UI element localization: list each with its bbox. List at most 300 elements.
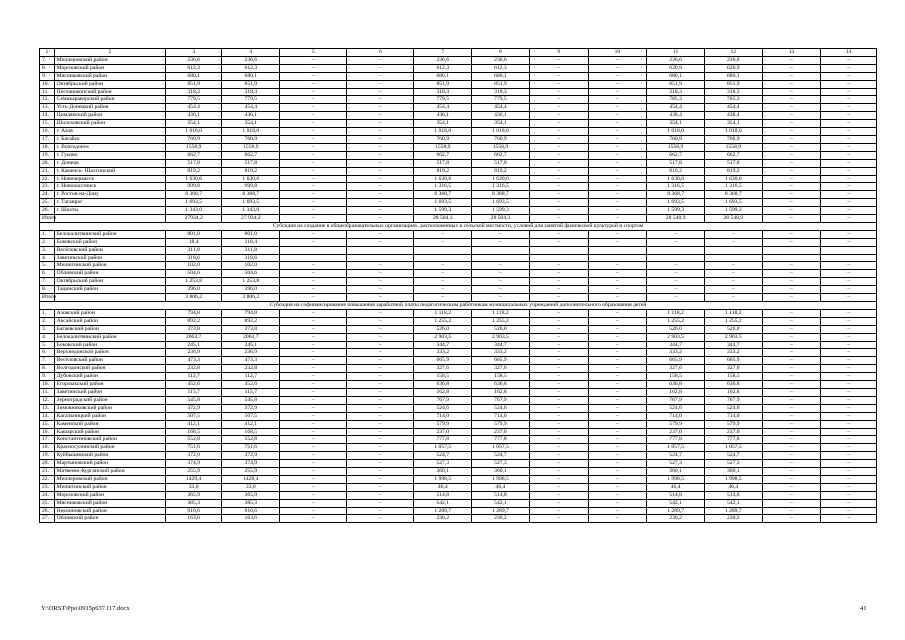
cell-col-10: – — [588, 507, 647, 515]
cell-col-6: – — [347, 475, 414, 483]
cell-col-1: 16. — [40, 128, 55, 136]
cell-col-7: 162,8 — [414, 388, 472, 396]
cell-col-9: – — [529, 104, 588, 112]
cell-col-2: г. Батайск — [54, 135, 165, 143]
cell-col-5: – — [280, 325, 347, 333]
cell-col-13: – — [762, 215, 821, 223]
cell-col-2: Миллеровский район — [54, 56, 165, 64]
cell-col-14: – — [821, 365, 877, 373]
cell-col-14: – — [821, 460, 877, 468]
cell-col-3: 545,8 — [165, 396, 222, 404]
cell-col-3: 612,3 — [165, 64, 222, 72]
cell-col-12: 514,8 — [704, 491, 762, 499]
cell-col-13: – — [762, 341, 821, 349]
cell-col-1: 16. — [40, 428, 55, 436]
cell-col-12: 760,9 — [704, 135, 762, 143]
cell-col-4: 354,1 — [222, 120, 280, 128]
cell-col-7: 46,4 — [414, 483, 472, 491]
cell-col-2: Обливский район — [54, 515, 165, 523]
cell-col-8: 344,7 — [472, 341, 530, 349]
cell-col-11: 680,1 — [647, 72, 705, 80]
cell-col-7: 158,5 — [414, 373, 472, 381]
table-row — [40, 80, 877, 88]
cell-col-7: – — [414, 262, 472, 270]
cell-col-11: 542,1 — [647, 499, 705, 507]
cell-col-1: 13. — [40, 104, 55, 112]
cell-col-14: – — [821, 325, 877, 333]
cell-col-1: 11. — [40, 88, 55, 96]
cell-col-10: – — [588, 286, 647, 294]
table-row — [40, 278, 877, 286]
cell-col-13: – — [762, 278, 821, 286]
cell-col-3: 916,6 — [165, 507, 222, 515]
cell-col-2 — [54, 215, 165, 223]
cell-col-1: 19. — [40, 151, 55, 159]
cell-col-13: – — [762, 143, 821, 151]
cell-col-6: – — [347, 80, 414, 88]
cell-col-9: – — [529, 357, 588, 365]
cell-col-4: 517,8 — [222, 159, 280, 167]
cell-col-3: 3 — [165, 49, 222, 57]
cell-col-3: 662,7 — [165, 151, 222, 159]
cell-col-13: – — [762, 349, 821, 357]
cell-col-4: 794,8 — [222, 309, 280, 317]
cell-col-12: 851,9 — [704, 80, 762, 88]
cell-col-7: 1558,9 — [414, 143, 472, 151]
cell-col-11: 851,9 — [647, 80, 705, 88]
table-row — [40, 151, 877, 159]
cell-col-14: – — [821, 468, 877, 476]
table-row — [40, 475, 877, 483]
cell-col-6: – — [347, 191, 414, 199]
table-row — [40, 412, 877, 420]
cell-col-6: – — [347, 483, 414, 491]
cell-col-11: 819,2 — [647, 167, 705, 175]
cell-col-3: 236,9 — [165, 349, 222, 357]
cell-col-14: – — [821, 199, 877, 207]
cell-col-7: – — [414, 278, 472, 286]
cell-col-5: – — [280, 230, 347, 238]
cell-col-10: – — [588, 175, 647, 183]
cell-col-7: 680,1 — [414, 72, 472, 80]
cell-col-4: 3 806,2 — [222, 294, 280, 302]
cell-col-9: – — [529, 507, 588, 515]
cell-col-3: 372,9 — [165, 404, 222, 412]
cell-col-5: – — [280, 199, 347, 207]
cell-col-14: – — [821, 317, 877, 325]
cell-col-5: – — [280, 452, 347, 460]
cell-col-8: 237,0 — [472, 428, 530, 436]
cell-col-8: 1558,9 — [472, 143, 530, 151]
cell-col-10: – — [588, 167, 647, 175]
cell-col-14: – — [821, 349, 877, 357]
cell-col-14: – — [821, 491, 877, 499]
cell-col-12: 620,9 — [704, 64, 762, 72]
cell-col-10: – — [588, 499, 647, 507]
cell-col-9: – — [529, 230, 588, 238]
cell-col-10: – — [588, 143, 647, 151]
cell-col-14: – — [821, 215, 877, 223]
cell-col-13: – — [762, 128, 821, 136]
cell-col-13: – — [762, 104, 821, 112]
cell-col-13: – — [762, 72, 821, 80]
cell-col-14: – — [821, 396, 877, 404]
cell-col-4: 115,7 — [222, 388, 280, 396]
table-row — [40, 357, 877, 365]
cell-col-2: Егорлыкский район — [54, 381, 165, 389]
cell-col-11 — [647, 246, 705, 254]
cell-col-6: – — [347, 491, 414, 499]
cell-col-10: – — [588, 56, 647, 64]
cell-col-4: 507,5 — [222, 412, 280, 420]
cell-col-11: 360,1 — [647, 468, 705, 476]
cell-col-14: – — [821, 112, 877, 120]
cell-col-12: 2 903,5 — [704, 333, 762, 341]
cell-col-7: 665,9 — [414, 357, 472, 365]
table-row — [40, 294, 877, 302]
cell-col-11: 333,2 — [647, 349, 705, 357]
section-header-row — [40, 222, 877, 230]
cell-col-8: 8 — [472, 49, 530, 57]
cell-col-13: – — [762, 388, 821, 396]
cell-col-1: 11. — [40, 388, 55, 396]
cell-col-5: – — [280, 270, 347, 278]
cell-col-5: – — [280, 515, 347, 523]
cell-col-11: 785,3 — [647, 96, 705, 104]
cell-col-5: – — [280, 80, 347, 88]
cell-col-12: 680,1 — [704, 72, 762, 80]
cell-col-4: 412,1 — [222, 420, 280, 428]
cell-col-14: – — [821, 167, 877, 175]
cell-col-11: 514,8 — [647, 491, 705, 499]
cell-col-11: 2 903,5 — [647, 333, 705, 341]
cell-col-2: Семикаракорский район — [54, 96, 165, 104]
cell-col-10: – — [588, 128, 647, 136]
table-row — [40, 341, 877, 349]
cell-col-8: 1 057,5 — [472, 444, 530, 452]
cell-col-5: – — [280, 412, 347, 420]
cell-col-11: 28 548,9 — [647, 215, 705, 223]
cell-col-9: – — [529, 404, 588, 412]
cell-col-5: – — [280, 404, 347, 412]
cell-col-13: – — [762, 365, 821, 373]
cell-col-14: – — [821, 88, 877, 96]
cell-col-14 — [821, 246, 877, 254]
cell-col-11: 1 693,5 — [647, 199, 705, 207]
cell-col-2: Милютинский район — [54, 483, 165, 491]
cell-col-14: – — [821, 444, 877, 452]
table-body — [40, 49, 877, 523]
cell-col-12: 318,3 — [704, 88, 762, 96]
cell-col-6: – — [347, 199, 414, 207]
cell-col-5: – — [280, 499, 347, 507]
cell-col-9: – — [529, 215, 588, 223]
cell-col-11: – — [647, 278, 705, 286]
cell-col-12: 526,0 — [704, 325, 762, 333]
cell-col-11: 8 368,7 — [647, 191, 705, 199]
cell-col-3: 794,8 — [165, 309, 222, 317]
cell-col-1: 15. — [40, 120, 55, 128]
cell-col-4: 851,9 — [222, 80, 280, 88]
cell-col-6: – — [347, 357, 414, 365]
cell-col-1: 14. — [40, 412, 55, 420]
cell-col-12: – — [704, 294, 762, 302]
cell-col-10: – — [588, 64, 647, 72]
cell-col-4: 612,3 — [222, 64, 280, 72]
cell-col-3: 1 343,0 — [165, 207, 222, 215]
cell-col-3: 385,3 — [165, 499, 222, 507]
cell-col-4: 552,8 — [222, 436, 280, 444]
cell-col-13: – — [762, 64, 821, 72]
cell-col-5: – — [280, 112, 347, 120]
cell-col-9: – — [529, 333, 588, 341]
cell-col-4: 245,1 — [222, 341, 280, 349]
cell-col-7: 1 057,5 — [414, 444, 472, 452]
cell-col-8: 436,1 — [472, 112, 530, 120]
cell-col-9: – — [529, 428, 588, 436]
cell-col-11: 354,1 — [647, 120, 705, 128]
cell-col-12: 354,1 — [704, 120, 762, 128]
cell-col-2: Кагальницкий район — [54, 412, 165, 420]
cell-col-12: 1 316,5 — [704, 183, 762, 191]
cell-col-8: 454,4 — [472, 104, 530, 112]
cell-col-13: – — [762, 396, 821, 404]
cell-col-12: 1 693,5 — [704, 199, 762, 207]
cell-col-7 — [414, 254, 472, 262]
cell-col-4: 662,7 — [222, 151, 280, 159]
cell-col-10: – — [588, 475, 647, 483]
cell-col-6: – — [347, 270, 414, 278]
cell-col-2: Заветинский район — [54, 388, 165, 396]
cell-col-4: 545,8 — [222, 396, 280, 404]
cell-col-1: 6. — [40, 270, 55, 278]
cell-col-2: 2 — [54, 49, 165, 57]
cell-col-6: – — [347, 317, 414, 325]
cell-col-12 — [704, 254, 762, 262]
cell-col-13: – — [762, 238, 821, 246]
cell-col-6: – — [347, 381, 414, 389]
cell-col-12: – — [704, 238, 762, 246]
cell-col-5 — [280, 254, 347, 262]
cell-col-4: 385,3 — [222, 499, 280, 507]
cell-col-4: 436,1 — [222, 112, 280, 120]
cell-col-7: 1 630,6 — [414, 175, 472, 183]
cell-col-7: 1 255,2 — [414, 317, 472, 325]
cell-col-11: 1 118,2 — [647, 309, 705, 317]
cell-col-10: – — [588, 199, 647, 207]
cell-col-12: 12 — [704, 49, 762, 57]
cell-col-4: 365,9 — [222, 491, 280, 499]
cell-col-3: 236,6 — [165, 56, 222, 64]
cell-col-14: – — [821, 286, 877, 294]
cell-col-2: Октябрьский район — [54, 80, 165, 88]
cell-col-14: – — [821, 56, 877, 64]
cell-col-6: – — [347, 333, 414, 341]
cell-col-2: г. Ростов-на-Дону — [54, 191, 165, 199]
cell-col-13: – — [762, 412, 821, 420]
cell-col-7: 612,3 — [414, 64, 472, 72]
cell-col-6: – — [347, 215, 414, 223]
cell-col-6: – — [347, 120, 414, 128]
cell-col-10: – — [588, 452, 647, 460]
cell-col-10 — [588, 246, 647, 254]
cell-col-10: – — [588, 159, 647, 167]
table-row — [40, 207, 877, 215]
cell-col-6: – — [347, 151, 414, 159]
cell-col-3: 1 693,5 — [165, 199, 222, 207]
cell-col-12: 1 998,5 — [704, 475, 762, 483]
cell-col-9: – — [529, 64, 588, 72]
cell-col-2: Усть-Донецкий район — [54, 104, 165, 112]
cell-col-3: 1 253,8 — [165, 278, 222, 286]
cell-col-11: – — [647, 286, 705, 294]
cell-col-10: – — [588, 468, 647, 476]
cell-col-11: 46,4 — [647, 483, 705, 491]
cell-col-14: – — [821, 436, 877, 444]
cell-col-5: – — [280, 72, 347, 80]
cell-col-6: – — [347, 175, 414, 183]
cell-col-8: 612,3 — [472, 64, 530, 72]
cell-col-1: 9. — [40, 373, 55, 381]
cell-col-8: 665,9 — [472, 357, 530, 365]
cell-col-7: 527,3 — [414, 460, 472, 468]
cell-col-1: 9. — [40, 72, 55, 80]
cell-col-9: – — [529, 183, 588, 191]
cell-col-13: – — [762, 112, 821, 120]
cell-col-13: – — [762, 468, 821, 476]
cell-col-13: – — [762, 357, 821, 365]
cell-col-13: – — [762, 294, 821, 302]
cell-col-5: – — [280, 396, 347, 404]
cell-col-3: 779,5 — [165, 96, 222, 104]
table-row — [40, 238, 877, 246]
cell-col-11: 524,6 — [647, 404, 705, 412]
cell-col-7: 230,2 — [414, 515, 472, 523]
cell-col-11: 454,4 — [647, 104, 705, 112]
cell-col-13: – — [762, 452, 821, 460]
table-row — [40, 215, 877, 223]
table-row — [40, 128, 877, 136]
cell-col-5: – — [280, 151, 347, 159]
cell-col-11: 777,8 — [647, 436, 705, 444]
cell-col-12: – — [704, 286, 762, 294]
cell-col-2: Мясниковский район — [54, 499, 165, 507]
cell-col-12: 162,8 — [704, 388, 762, 396]
cell-col-8: 1 998,5 — [472, 475, 530, 483]
cell-col-6: – — [347, 96, 414, 104]
cell-col-10: – — [588, 104, 647, 112]
cell-col-2: Неклиновский район — [54, 507, 165, 515]
cell-col-3: 412,1 — [165, 420, 222, 428]
cell-col-11: 1 316,5 — [647, 183, 705, 191]
cell-col-3: 245,1 — [165, 341, 222, 349]
cell-col-5: 5 — [280, 49, 347, 57]
cell-col-1: 18. — [40, 444, 55, 452]
footer-page-number: 41 — [860, 605, 867, 612]
cell-col-9: – — [529, 412, 588, 420]
cell-col-9: – — [529, 96, 588, 104]
cell-col-3: 851,9 — [165, 80, 222, 88]
cell-col-4: 396,0 — [222, 286, 280, 294]
cell-col-7: 517,8 — [414, 159, 472, 167]
cell-col-6: – — [347, 159, 414, 167]
cell-col-3: 373,8 — [165, 325, 222, 333]
cell-col-11: 1 057,5 — [647, 444, 705, 452]
cell-col-3: 1 018,0 — [165, 128, 222, 136]
table-row — [40, 72, 877, 80]
cell-col-8: 46,4 — [472, 483, 530, 491]
cell-col-5: – — [280, 286, 347, 294]
cell-col-8: 333,2 — [472, 349, 530, 357]
cell-col-1: 2. — [40, 238, 55, 246]
cell-col-3: 102,0 — [165, 262, 222, 270]
cell-col-12: 1 018,0 — [704, 128, 762, 136]
cell-col-14: – — [821, 175, 877, 183]
cell-col-5: – — [280, 317, 347, 325]
cell-col-14: – — [821, 499, 877, 507]
cell-col-14: – — [821, 381, 877, 389]
table-row — [40, 483, 877, 491]
cell-col-9: – — [529, 317, 588, 325]
cell-col-1: 22. — [40, 175, 55, 183]
cell-col-3: 892,2 — [165, 317, 222, 325]
cell-col-13: – — [762, 120, 821, 128]
cell-col-1: 3. — [40, 246, 55, 254]
cell-col-5: – — [280, 491, 347, 499]
cell-col-5: – — [280, 294, 347, 302]
cell-col-1: 10. — [40, 80, 55, 88]
table-row — [40, 468, 877, 476]
cell-col-1: 24. — [40, 191, 55, 199]
cell-col-11: 162,8 — [647, 388, 705, 396]
cell-col-8: 524,7 — [472, 452, 530, 460]
cell-col-4: 1 343,0 — [222, 207, 280, 215]
cell-col-1: 2. — [40, 317, 55, 325]
cell-col-6: – — [347, 452, 414, 460]
cell-col-4: 1420,4 — [222, 475, 280, 483]
section-title: Субсидия на софинансирование повышения заработной платы педагогическим работникам муниципальных учреждений дополнительного образования детей — [40, 302, 877, 310]
cell-col-10 — [588, 254, 647, 262]
cell-col-3: 552,8 — [165, 436, 222, 444]
cell-col-9: – — [529, 159, 588, 167]
cell-col-5: – — [280, 333, 347, 341]
cell-col-9: – — [529, 468, 588, 476]
cell-col-11: – — [647, 262, 705, 270]
cell-col-5: – — [280, 135, 347, 143]
cell-col-14: – — [821, 373, 877, 381]
table-row — [40, 365, 877, 373]
cell-col-8 — [472, 254, 530, 262]
cell-col-7: 1 018,0 — [414, 128, 472, 136]
cell-col-14: – — [821, 412, 877, 420]
cell-col-12: 524,6 — [704, 404, 762, 412]
cell-col-8: – — [472, 230, 530, 238]
cell-col-3: 318,6 — [165, 254, 222, 262]
cell-col-2: Кашарский район — [54, 428, 165, 436]
cell-col-3: 504,6 — [165, 270, 222, 278]
cell-col-12: 777,8 — [704, 436, 762, 444]
cell-col-9: – — [529, 349, 588, 357]
cell-col-9: – — [529, 309, 588, 317]
cell-col-9: – — [529, 373, 588, 381]
cell-col-12: 517,8 — [704, 159, 762, 167]
cell-col-9: – — [529, 112, 588, 120]
cell-col-4: 236,6 — [222, 56, 280, 64]
cell-col-11: 318,3 — [647, 88, 705, 96]
cell-col-8: – — [472, 238, 530, 246]
cell-col-6: – — [347, 112, 414, 120]
cell-col-3: 163,6 — [165, 515, 222, 523]
